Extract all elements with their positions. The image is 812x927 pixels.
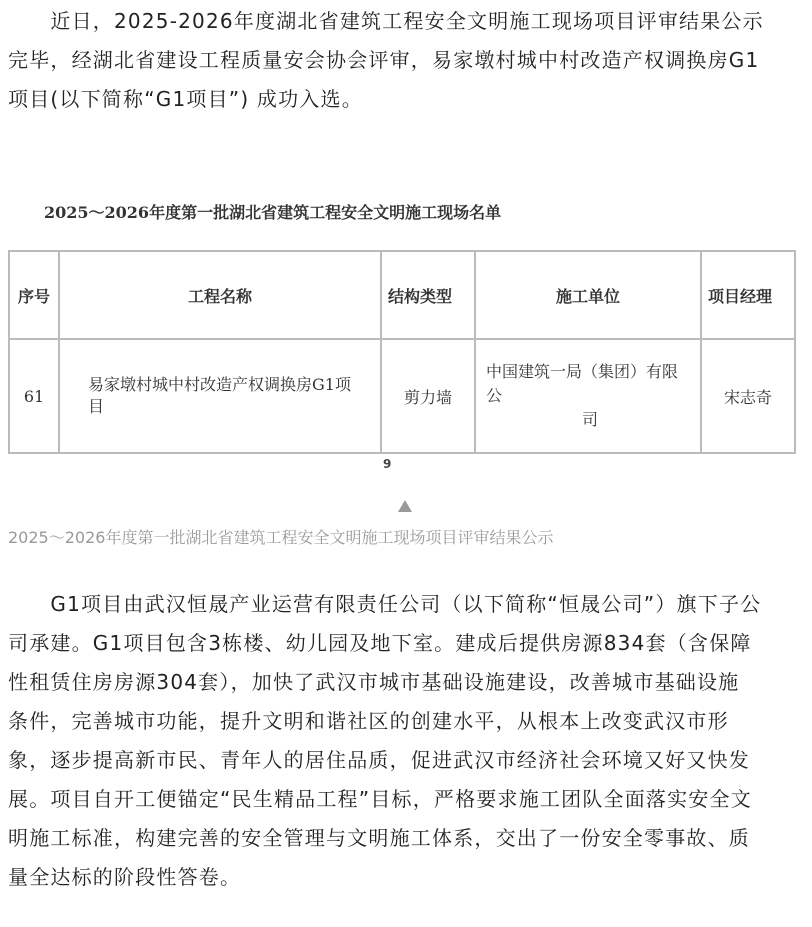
contractor-overflow: 司 xyxy=(582,410,599,429)
figure-title: 2025～2026年度第一批湖北省建筑工程安全文明施工现场名单 xyxy=(44,203,502,222)
contractor-name: 中国建筑一局（集团）有限公 xyxy=(486,362,679,405)
table-row xyxy=(9,339,795,453)
text-line: 项目(以下简称“G1项目”) 成功入选。 xyxy=(8,87,363,111)
project-table xyxy=(8,250,796,454)
figure-caption: 2025～2026年度第一批湖北省建筑工程安全文明施工现场项目评审结果公示 xyxy=(8,528,554,547)
header-name: 工程名称 xyxy=(59,251,381,339)
cell-name: 易家墩村城中村改造产权调换房G1项目 xyxy=(59,339,381,453)
cell-manager: 宋志奇 xyxy=(701,339,795,453)
text-line: 展。项目自开工便锚定“民生精品工程”目标，严格要求施工团队全面落实安全文 xyxy=(8,787,752,811)
text-line: 近日，2025-2026年度湖北省建筑工程安全文明施工现场项目评审结果公示 xyxy=(8,9,764,33)
text-line: G1项目由武汉恒晟产业运营有限责任公司（以下简称“恒晟公司”）旗下子公 xyxy=(8,592,762,616)
text-line: 明施工标准，构建完善的安全管理与文明施工体系，交出了一份安全零事故、质 xyxy=(8,826,750,850)
table-header-row xyxy=(9,251,795,339)
caption-triangle-icon xyxy=(398,500,412,512)
body-paragraph xyxy=(8,585,808,897)
text-line: 条件，完善城市功能，提升文明和谐社区的创建水平，从根本上改变武汉市形 xyxy=(8,709,729,733)
page-number: 9 xyxy=(383,457,392,471)
cell-structure: 剪力墙 xyxy=(381,339,475,453)
intro-paragraph xyxy=(8,2,808,119)
cell-no: 61 xyxy=(9,339,59,453)
header-manager: 项目经理 xyxy=(701,251,795,339)
text-line: 量全达标的阶段性答卷。 xyxy=(8,865,242,889)
text-line: 象，逐步提高新市民、青年人的居住品质，促进武汉市经济社会环境又好又快发 xyxy=(8,748,750,772)
header-structure: 结构类型 xyxy=(381,251,475,339)
header-no: 序号 xyxy=(9,251,59,339)
text-line: 完毕，经湖北省建设工程质量安会协会评审，易家墩村城中村改造产权调换房G1 xyxy=(8,48,760,72)
text-line: 性租赁住房房源304套），加快了武汉市城市基础设施建设，改善城市基础设施 xyxy=(8,670,740,694)
text-line: 司承建。G1项目包含3栋楼、幼儿园及地下室。建成后提供房源834套（含保障 xyxy=(8,631,752,655)
cell-contractor xyxy=(475,339,701,453)
header-contractor: 施工单位 xyxy=(475,251,701,339)
